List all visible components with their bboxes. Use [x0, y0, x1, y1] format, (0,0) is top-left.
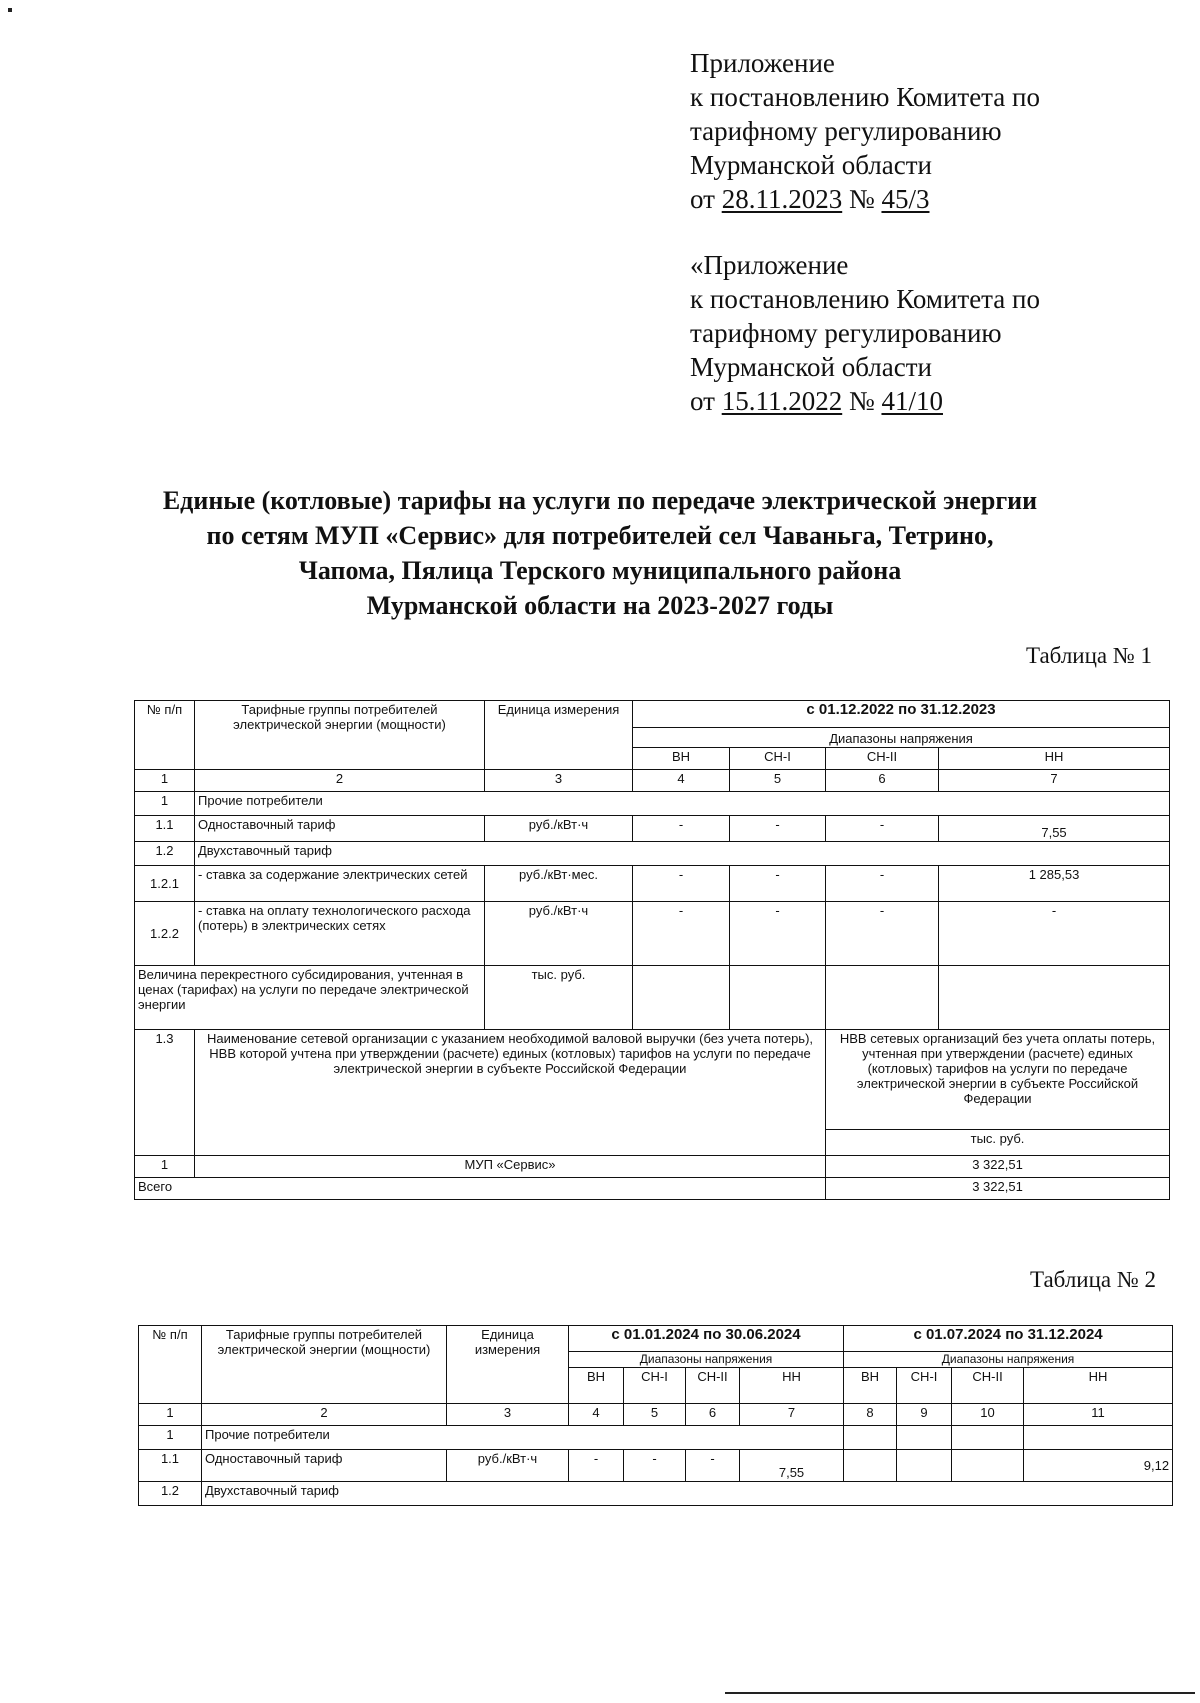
row-num: 1.1: [139, 1450, 202, 1482]
row-unit: руб./кВт·ч: [485, 902, 633, 966]
title-line: по сетям МУП «Сервис» для потребителей сел Чаваньга, Тетрино,: [206, 521, 994, 550]
header-line: тарифному регулированию: [690, 318, 1002, 348]
table1-label: Таблица № 1: [1026, 643, 1153, 668]
number-sign: №: [848, 386, 875, 416]
table-row: [135, 1178, 1170, 1200]
tariff-table-2: [138, 1325, 1173, 1506]
col-index: 8: [844, 1404, 897, 1426]
header-period-1: с 01.01.2024 по 30.06.2024: [569, 1326, 844, 1352]
cell-empty: [897, 1450, 952, 1482]
cell-sn1: -: [624, 1450, 686, 1482]
header-nn: НН: [939, 748, 1170, 770]
subsidy-name: Величина перекрестного субсидирования, учтенная в ценах (тарифах) на услуги по передаче электрической энергии: [135, 966, 485, 1030]
cell-empty: [897, 1426, 952, 1450]
row-name: Прочие потребители: [195, 792, 1170, 816]
header-line: к постановлению Комитета по: [690, 82, 1040, 112]
col-index: 5: [624, 1404, 686, 1426]
table2-label: Таблица № 2: [1030, 1267, 1157, 1292]
row-num: 1.1: [135, 816, 195, 842]
header-period-2: с 01.07.2024 по 31.12.2024: [844, 1326, 1173, 1352]
col-index: 10: [952, 1404, 1024, 1426]
total-value: 3 322,51: [826, 1178, 1170, 1200]
row-num: 1: [135, 792, 195, 816]
cell-sn2: -: [826, 816, 939, 842]
scan-mark: [8, 8, 12, 12]
cell-vn: -: [633, 866, 730, 902]
cell-sn1: -: [730, 816, 826, 842]
cell-empty: [952, 1450, 1024, 1482]
org-name: МУП «Сервис»: [195, 1156, 826, 1178]
col-index: 3: [485, 770, 633, 792]
header-line: «Приложение: [690, 250, 849, 280]
col-index: 7: [939, 770, 1170, 792]
header-unit: Единица измерения: [485, 701, 633, 770]
table-row: [135, 866, 1170, 902]
row-name: - ставка на оплату технологического расхода (потерь) в электрических сетях: [195, 902, 485, 966]
cell-sn2: -: [686, 1450, 740, 1482]
cell-empty: [844, 1450, 897, 1482]
row-name: Двухставочный тариф: [195, 842, 1170, 866]
title-line: Чапома, Пялица Терского муниципального района: [298, 556, 902, 585]
cell-vn: -: [633, 816, 730, 842]
header-group: Тарифные группы потребителей электрической энергии (мощности): [202, 1326, 447, 1404]
header-num: № п/п: [139, 1326, 202, 1404]
row-unit: руб./кВт·ч: [447, 1450, 569, 1482]
header-line: тарифному регулированию: [690, 116, 1002, 146]
table-row: [135, 842, 1170, 866]
row-num: 1.2.1: [135, 866, 195, 902]
row-num: 1.2: [135, 842, 195, 866]
table-row: [135, 1030, 1170, 1130]
header-nn: НН: [1024, 1368, 1173, 1404]
table-row: [139, 1426, 1173, 1450]
header-nn: НН: [740, 1368, 844, 1404]
cell-vn: -: [633, 902, 730, 966]
header-sn1: СН-I: [624, 1368, 686, 1404]
row-unit: руб./кВт·мес.: [485, 866, 633, 902]
row-name: Одноставочный тариф: [195, 816, 485, 842]
cell-sn2: -: [826, 902, 939, 966]
col-index: 5: [730, 770, 826, 792]
col-index: 9: [897, 1404, 952, 1426]
header-line: Мурманской области: [690, 150, 932, 180]
scan-mark: [725, 1692, 1195, 1694]
col-index: 2: [195, 770, 485, 792]
row-num: 1.2: [139, 1482, 202, 1506]
header-date-line: [690, 384, 1040, 418]
header-period: с 01.12.2022 по 31.12.2023: [633, 701, 1170, 728]
cell-sn1: -: [730, 902, 826, 966]
row-num: 1.2.2: [135, 902, 195, 966]
col-index: 3: [447, 1404, 569, 1426]
header-sn1: СН-I: [897, 1368, 952, 1404]
col-index: 4: [569, 1404, 624, 1426]
cell-empty: [826, 966, 939, 1030]
cell-sn2: -: [826, 866, 939, 902]
col-index: 11: [1024, 1404, 1173, 1426]
cell-nn: -: [939, 902, 1170, 966]
cell-empty: [844, 1426, 897, 1450]
number-sign: №: [848, 184, 875, 214]
org-header: Наименование сетевой организации с указанием необходимой валовой выручки (без учета потерь), НВВ которой учтена при утверждении (расчете) единых (котловых) тарифов на услуги по передаче электрической энергии в субъекте Российской Федерации: [195, 1030, 826, 1156]
col-index: 4: [633, 770, 730, 792]
nvv-header: НВВ сетевых организаций без учета оплаты потерь, учтенная при утверждении (расчете) единых (котловых) тарифов на услуги по передаче электрической энергии в субъекте Российской Федерации: [826, 1030, 1170, 1130]
row-unit: руб./кВт·ч: [485, 816, 633, 842]
header-vn: ВН: [633, 748, 730, 770]
document-title: [100, 483, 1100, 623]
cell-empty: [633, 966, 730, 1030]
cell-empty: [939, 966, 1170, 1030]
header-unit: Единица измерения: [447, 1326, 569, 1404]
date-prefix: от: [690, 184, 715, 214]
subsidy-unit: тыс. руб.: [485, 966, 633, 1030]
cell-sn1: -: [730, 866, 826, 902]
tariff-table-1: [134, 700, 1170, 1200]
col-index: 1: [135, 770, 195, 792]
header-sn2: СН-II: [952, 1368, 1024, 1404]
resolution-number: 45/3: [881, 184, 930, 214]
col-index: 7: [740, 1404, 844, 1426]
appendix-header: [690, 46, 1040, 216]
total-label: Всего: [135, 1178, 826, 1200]
col-index: 6: [686, 1404, 740, 1426]
row-name: - ставка за содержание электрических сетей: [195, 866, 485, 902]
cell-empty: [730, 966, 826, 1030]
cell-nn: 7,55: [740, 1450, 844, 1482]
header-ranges: Диапазоны напряжения: [569, 1352, 844, 1368]
header-num: № п/п: [135, 701, 195, 770]
cell-empty: [1024, 1426, 1173, 1450]
table-row: [135, 1156, 1170, 1178]
cell-vn: -: [569, 1450, 624, 1482]
row-name: Одноставочный тариф: [202, 1450, 447, 1482]
table-row: [139, 1482, 1173, 1506]
row-num: 1: [135, 1156, 195, 1178]
nvv-unit: тыс. руб.: [826, 1130, 1170, 1156]
title-line: Мурманской области на 2023-2027 годы: [366, 591, 834, 620]
header-sn2: СН-II: [826, 748, 939, 770]
header-group: Тарифные группы потребителей электрической энергии (мощности): [195, 701, 485, 770]
header-sn1: СН-I: [730, 748, 826, 770]
header-sn2: СН-II: [686, 1368, 740, 1404]
header-line: Приложение: [690, 48, 835, 78]
header-date-line: [690, 182, 1040, 216]
header-ranges: Диапазоны напряжения: [633, 728, 1170, 748]
resolution-date: 15.11.2022: [721, 386, 843, 416]
title-line: Единые (котловые) тарифы на услуги по передаче электрической энергии: [162, 486, 1038, 515]
cell-empty: [952, 1426, 1024, 1450]
resolution-date: 28.11.2023: [721, 184, 843, 214]
table-row: [135, 902, 1170, 966]
resolution-number: 41/10: [881, 386, 943, 416]
col-index: 1: [139, 1404, 202, 1426]
row-name: Двухставочный тариф: [202, 1482, 1173, 1506]
header-line: Мурманской области: [690, 352, 932, 382]
cell-nn: 7,55: [939, 816, 1170, 842]
org-value: 3 322,51: [826, 1156, 1170, 1178]
previous-appendix-header: [690, 248, 1040, 418]
row-num: 1.3: [135, 1030, 195, 1156]
header-ranges: Диапазоны напряжения: [844, 1352, 1173, 1368]
row-name: Прочие потребители: [202, 1426, 844, 1450]
col-index: 6: [826, 770, 939, 792]
header-vn: ВН: [844, 1368, 897, 1404]
col-index: 2: [202, 1404, 447, 1426]
cell-nn: 9,12: [1024, 1450, 1173, 1482]
header-line: к постановлению Комитета по: [690, 284, 1040, 314]
cell-nn: 1 285,53: [939, 866, 1170, 902]
row-num: 1: [139, 1426, 202, 1450]
header-vn: ВН: [569, 1368, 624, 1404]
table-row: [139, 1450, 1173, 1482]
table-row: [135, 792, 1170, 816]
table-row: [135, 966, 1170, 1030]
date-prefix: от: [690, 386, 715, 416]
table-row: [135, 816, 1170, 842]
